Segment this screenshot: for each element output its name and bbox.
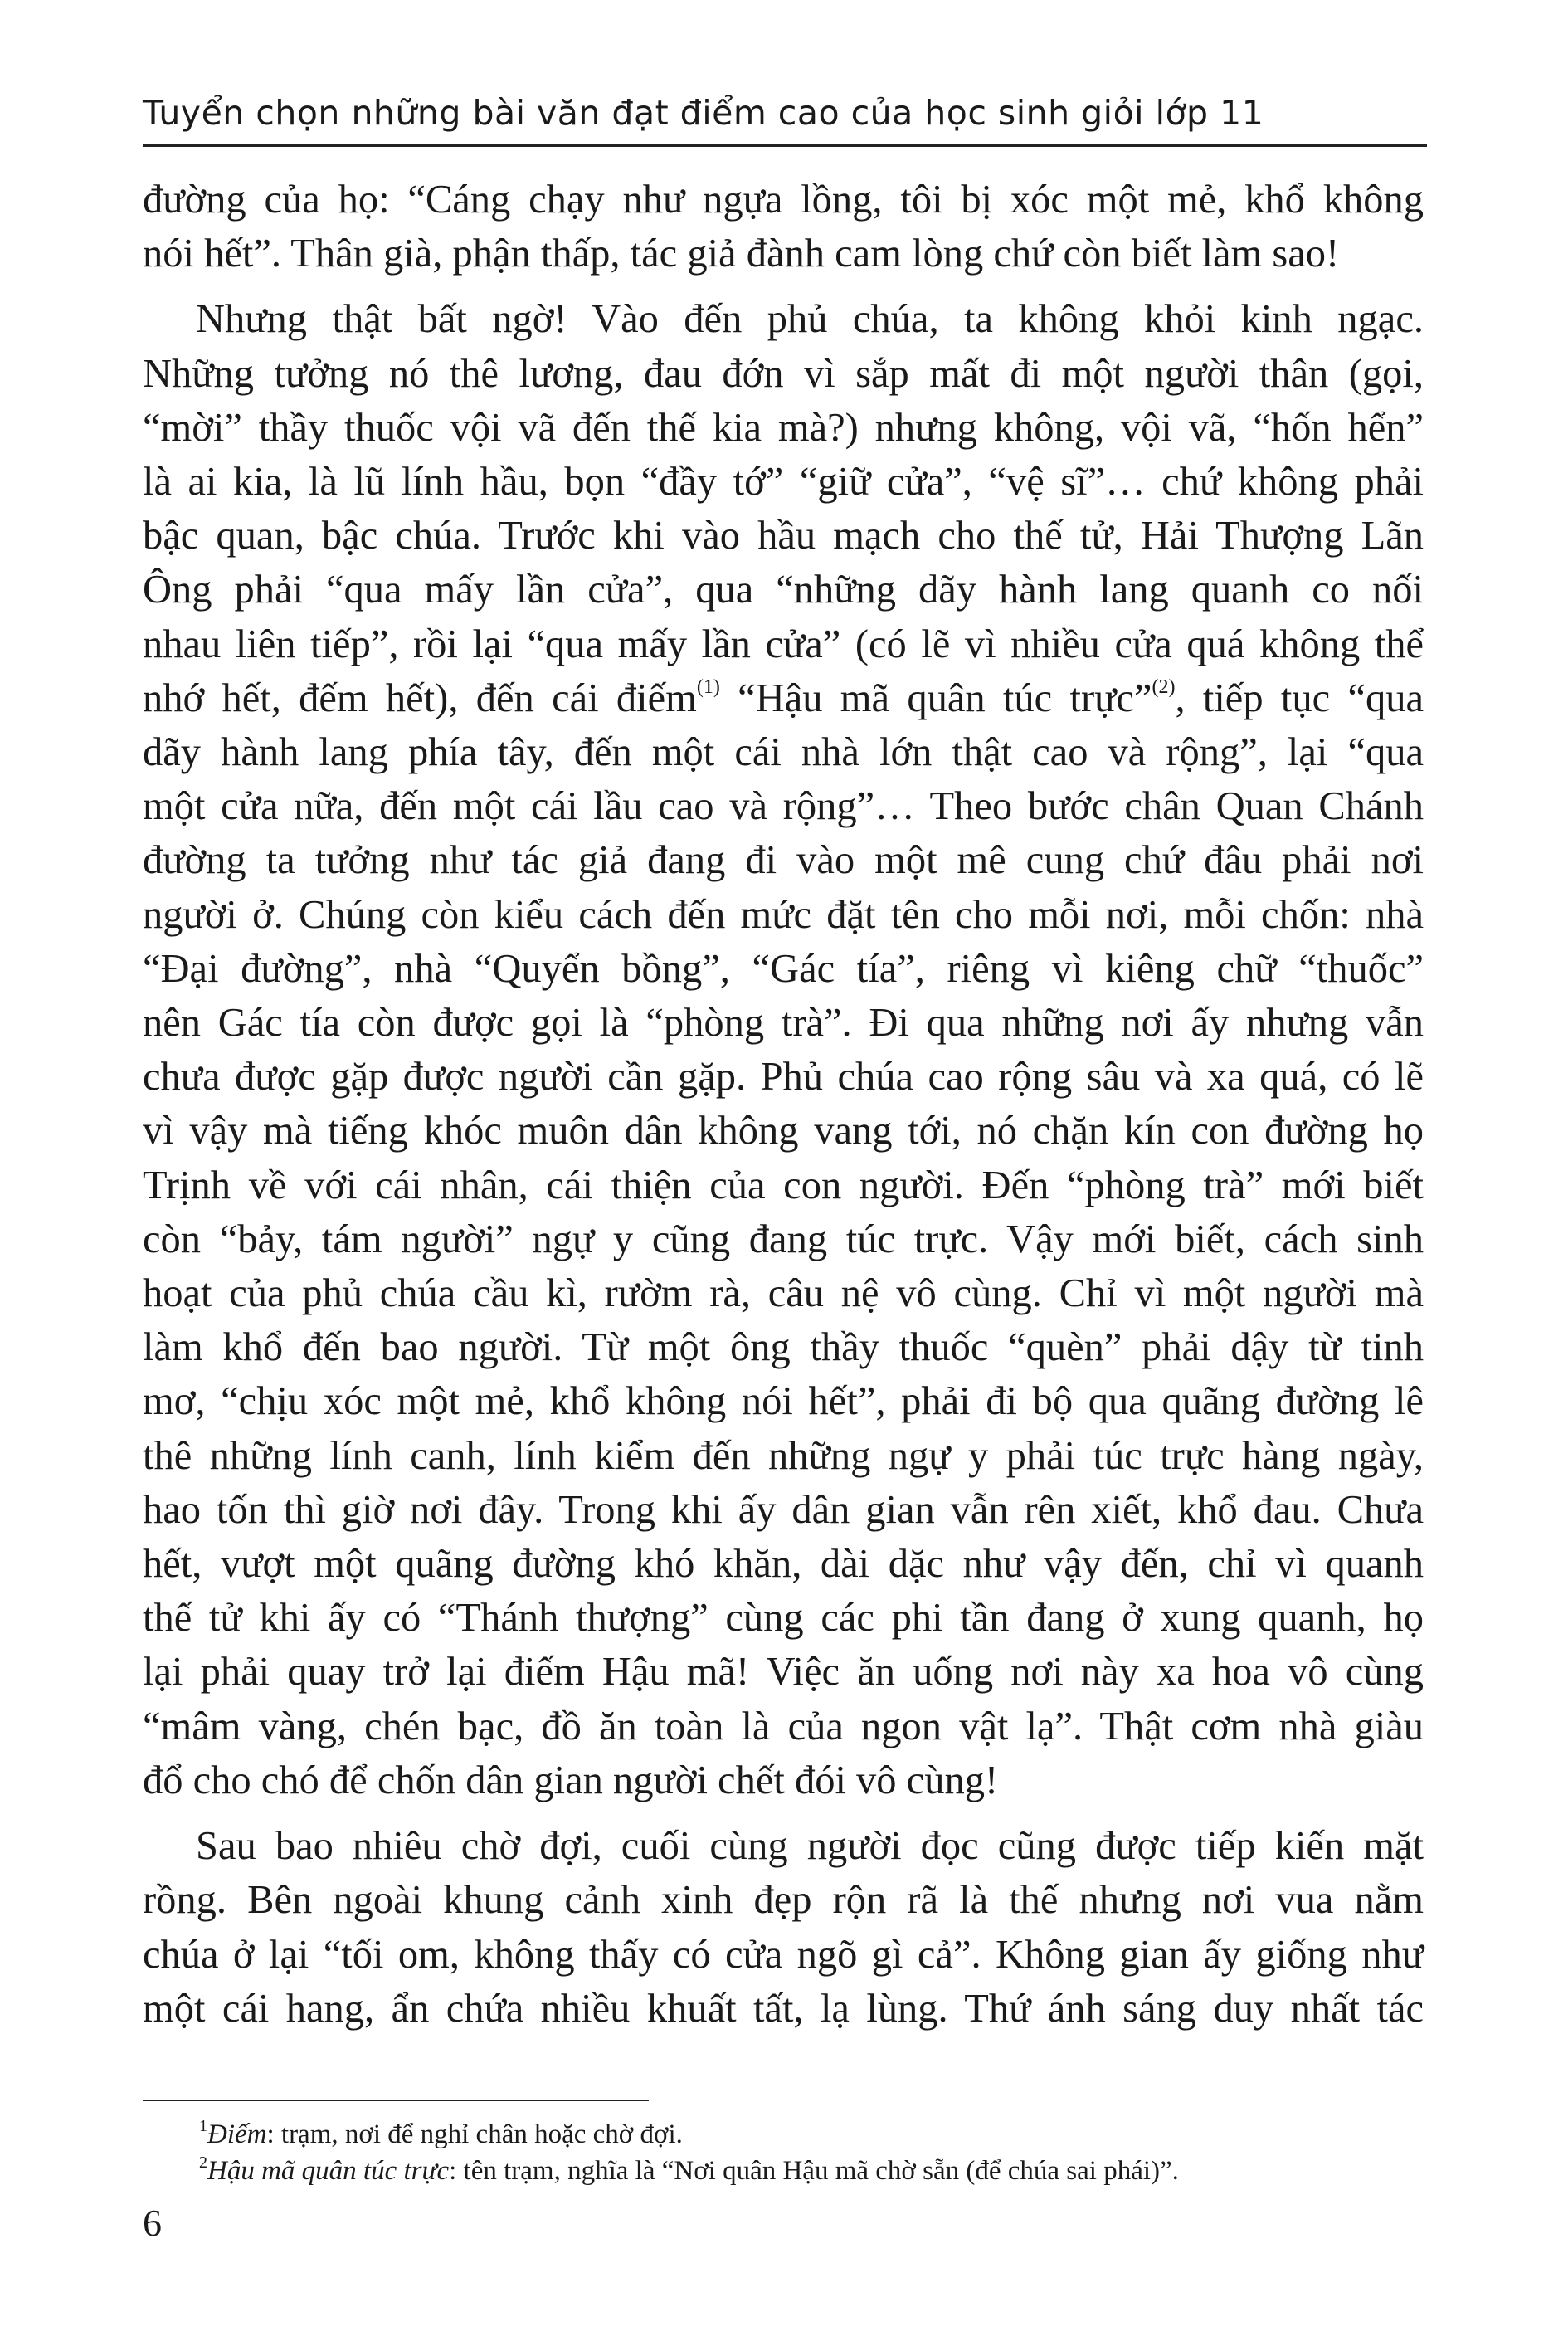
text-line: “mâm vàng, chén bạc, đồ ăn toàn là của ngon vật lạ”. Thật cơm nhà giàu <box>143 1704 1424 1748</box>
text-line: nên Gác tía còn được gọi là “phòng trà”. Đi qua những nơi ấy nhưng vẫn <box>143 1001 1424 1046</box>
text-line: đổ cho chó để chốn dân gian người chết đói vô cùng! <box>143 1758 999 1802</box>
footnote-ref-2: (2) <box>1152 675 1176 698</box>
footnote-2 <box>143 2153 1424 2189</box>
text-segment: , tiếp tục “qua <box>1175 675 1424 720</box>
text-line: người ở. Chúng còn kiểu cách đến mức đặt tên cho mỗi nơi, mỗi chốn: nhà <box>143 892 1424 937</box>
text-line: hết, vượt một quãng đường khó khăn, dài dặc như vậy đến, chỉ vì quanh <box>143 1542 1424 1587</box>
footnote-number: 2 <box>199 2153 207 2172</box>
footnote-separator <box>143 2100 649 2101</box>
text-line: đường ta tưởng như tác giả đang đi vào một mê cung chứ đâu phải nơi <box>143 838 1424 883</box>
text-line: mơ, “chịu xóc một mẻ, khổ không nói hết”, phải đi bộ qua quãng đường lê <box>143 1379 1424 1424</box>
text-line: “Đại đường”, nhà “Quyển bồng”, “Gác tía”, riêng vì kiêng chữ “thuốc” <box>143 946 1424 991</box>
footnote-text: : trạm, nơi để nghỉ chân hoặc chờ đợi. <box>266 2119 683 2149</box>
footnote-ref-1: (1) <box>696 675 720 698</box>
text-line: một cửa nữa, đến một cái lầu cao và rộng”… Theo bước chân Quan Chánh <box>143 784 1424 829</box>
text-line: “mời” thầy thuốc vội vã đến thế kia mà?) nhưng không, vội vã, “hốn hển” <box>143 405 1424 450</box>
text-line: chúa ở lại “tối om, không thấy có cửa ngõ gì cả”. Không gian ấy giống như <box>143 1932 1424 1977</box>
text-line: chưa được gặp được người cần gặp. Phủ chúa cao rộng sâu và xa quá, có lẽ <box>143 1055 1424 1100</box>
footnote-term: Điếm <box>207 2119 267 2149</box>
page-number: 6 <box>143 2202 162 2244</box>
text-line: dãy hành lang phía tây, đến một cái nhà lớn thật cao và rộng”, lại “qua <box>143 730 1424 775</box>
text-line: là ai kia, là lũ lính hầu, bọn “đầy tớ” “giữ cửa”, “vệ sĩ”… chứ không phải <box>143 460 1424 505</box>
paragraph-1 <box>143 173 1424 280</box>
running-header-title: Tuyển chọn những bài văn đạt điểm cao của học sinh giỏi lớp 11 <box>143 93 1264 133</box>
text-line-with-footnote-refs <box>143 671 1424 725</box>
footnote-1 <box>143 2116 1424 2153</box>
text-line: còn “bảy, tám người” ngự y cũng đang túc trực. Vậy mới biết, cách sinh <box>143 1217 1424 1261</box>
text-line: bậc quan, bậc chúa. Trước khi vào hầu mạch cho thế tử, Hải Thượng Lãn <box>143 514 1424 558</box>
text-line: hoạt của phủ chúa cầu kì, rườm rà, câu nệ vô cùng. Chỉ vì một người mà <box>143 1271 1424 1316</box>
text-line: rồng. Bên ngoài khung cảnh xinh đẹp rộn rã là thế nhưng nơi vua nằm <box>143 1878 1424 1923</box>
text-segment: “Hậu mã quân túc trực” <box>719 675 1152 720</box>
footnotes <box>143 2116 1424 2189</box>
text-line: Những tưởng nó thê lương, đau đớn vì sắp mất đi một người thân (gọi, <box>143 351 1424 396</box>
paragraph-2 <box>143 292 1424 1807</box>
text-line: hao tốn thì giờ nơi đây. Trong khi ấy dân gian vẫn rên xiết, khổ đau. Chưa <box>143 1487 1424 1532</box>
text-line: thế tử khi ấy có “Thánh thượng” cùng các phi tần đang ở xung quanh, họ <box>143 1596 1424 1641</box>
text-line: vì vậy mà tiếng khóc muôn dân không vang tới, nó chặn kín con đường họ <box>143 1109 1424 1153</box>
running-header <box>143 93 1420 133</box>
text-line: Trịnh về với cái nhân, cái thiện của con người. Đến “phòng trà” mới biết <box>143 1163 1424 1207</box>
footnote-number: 1 <box>199 2117 207 2135</box>
text-line: Nhưng thật bất ngờ! Vào đến phủ chúa, ta không khỏi kinh ngạc. <box>196 297 1424 342</box>
text-line: Sau bao nhiêu chờ đợi, cuối cùng người đọc cũng được tiếp kiến mặt <box>196 1824 1424 1869</box>
header-rule <box>143 144 1427 147</box>
text-line: đường của họ: “Cáng chạy như ngựa lồng, tôi bị xóc một mẻ, khổ không <box>143 178 1424 222</box>
footnote-text: : tên trạm, nghĩa là “Nơi quân Hậu mã chờ sẵn (để chúa sai phái)”. <box>449 2156 1179 2186</box>
footnote-term: Hậu mã quân túc trực <box>207 2156 450 2186</box>
text-line: thê những lính canh, lính kiểm đến những ngự y phải túc trực hàng ngày, <box>143 1433 1424 1478</box>
text-line: nhau liên tiếp”, rồi lại “qua mấy lần cửa” (có lẽ vì nhiều cửa quá không thể <box>143 622 1424 666</box>
text-line: lại phải quay trở lại điếm Hậu mã! Việc ăn uống nơi này xa hoa vô cùng <box>143 1650 1424 1695</box>
body-text <box>143 173 1424 2036</box>
paragraph-3 <box>143 1819 1424 2036</box>
text-line: nói hết”. Thân già, phận thấp, tác giả đành cam lòng chứ còn biết làm sao! <box>143 232 1340 276</box>
text-line: một cái hang, ẩn chứa nhiều khuất tất, lạ lùng. Thứ ánh sáng duy nhất tác <box>143 1986 1424 2031</box>
text-line: Ông phải “qua mấy lần cửa”, qua “những dãy hành lang quanh co nối <box>143 568 1424 612</box>
text-line: làm khổ đến bao người. Từ một ông thầy thuốc “quèn” phải dậy từ tinh <box>143 1325 1424 1370</box>
text-segment: nhớ hết, đếm hết), đến cái điếm <box>143 675 697 720</box>
